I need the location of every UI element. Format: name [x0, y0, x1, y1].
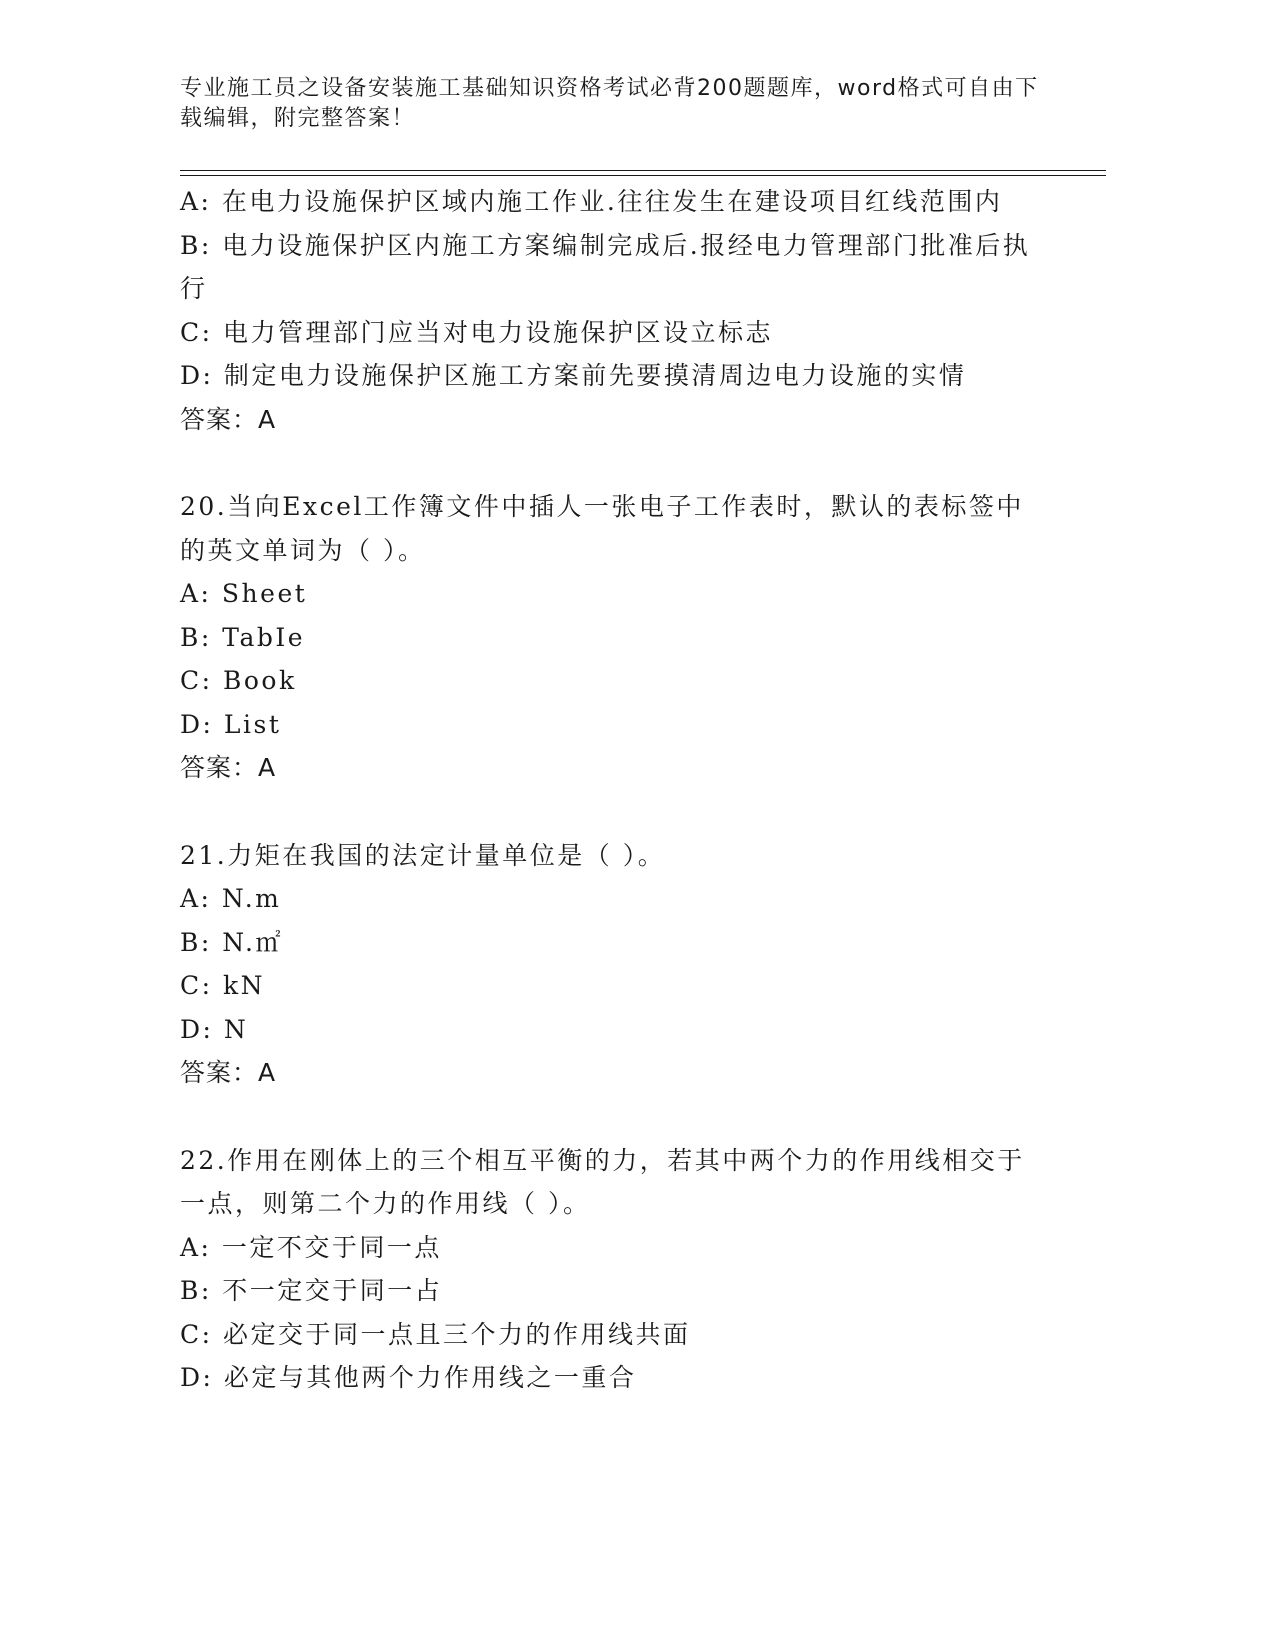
option-b: B: TabIe	[180, 622, 306, 652]
question-block	[180, 485, 1040, 790]
header-divider-top	[180, 170, 1106, 171]
question-block	[180, 180, 1040, 441]
option-b: B: 电力设施保护区内施工方案编制完成后.报经电力管理部门批准后执行	[180, 230, 1031, 303]
option-c: C: kN	[180, 971, 266, 1000]
option-c: C: 电力管理部门应当对电力设施保护区设立标志	[180, 317, 773, 347]
option-a: A: N.m	[180, 884, 282, 913]
option-a: A: 在电力设施保护区域内施工作业.往往发生在建设项目红线范围内	[180, 187, 1003, 216]
document-header: 专业施工员之设备安装施工基础知识资格考试必背200题题库，word格式可自由下载编辑，附完整答案！	[180, 76, 1039, 131]
option-c: C: Book	[180, 666, 297, 695]
question-list	[180, 180, 1040, 1400]
option-a: A: Sheet	[180, 579, 308, 608]
answer-line: 答案：A	[180, 753, 277, 782]
question-text: 20.当向Excel工作簿文件中插人一张电子工作表时，默认的表标签中的英文单词为（ ）。	[180, 492, 1024, 565]
answer-line: 答案：A	[180, 404, 277, 434]
option-d: D: 必定与其他两个力作用线之一重合	[180, 1363, 637, 1392]
option-a: A: 一定不交于同一点	[180, 1232, 442, 1262]
question-block	[180, 1139, 1040, 1400]
question-text: 21.力矩在我国的法定计量单位是（ ）。	[180, 840, 666, 870]
question-text: 22.作用在刚体上的三个相互平衡的力，若其中两个力的作用线相交于一点，则第二个力的作用线（ ）。	[180, 1145, 1025, 1218]
option-b: B: N.㎡	[180, 927, 283, 957]
option-d: D: N	[180, 1014, 249, 1044]
header-divider-bottom	[180, 175, 1106, 176]
option-d: D: List	[180, 709, 282, 739]
option-c: C: 必定交于同一点且三个力的作用线共面	[180, 1319, 691, 1349]
question-block	[180, 834, 1040, 1095]
option-b: B: 不一定交于同一占	[180, 1276, 443, 1305]
answer-line: 答案：A	[180, 1058, 277, 1087]
option-d: D: 制定电力设施保护区施工方案前先要摸清周边电力设施的实情	[180, 361, 967, 390]
